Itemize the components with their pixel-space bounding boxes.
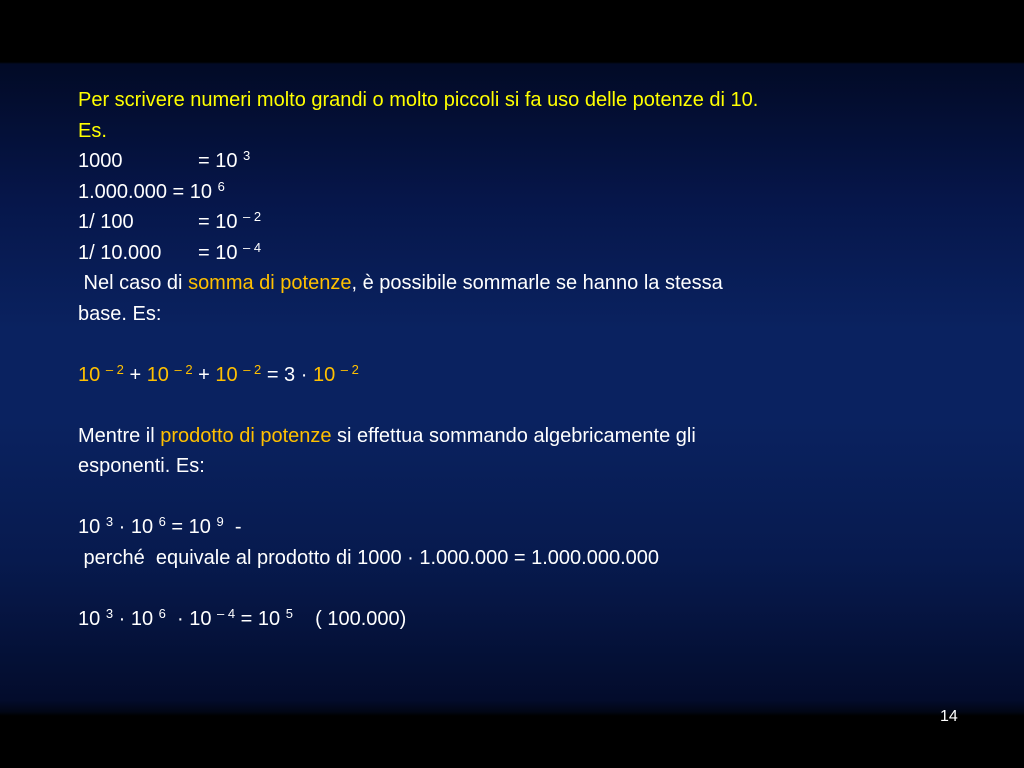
blank-line (78, 482, 978, 513)
example-right: = 10 (198, 150, 244, 172)
blank-line (78, 390, 978, 421)
sum-term: 10 (78, 363, 106, 386)
sum-term: 10 (146, 363, 175, 386)
blank-line (78, 329, 978, 360)
slide-content (78, 85, 978, 634)
product-highlight: prodotto di potenze (160, 424, 332, 447)
example-row-4 (78, 238, 978, 269)
product-post: si effettua sommando algebricamente gli (331, 424, 696, 447)
term: · 10 (113, 607, 159, 630)
term: 10 (78, 607, 106, 630)
product-formula-2 (78, 604, 978, 635)
example-row-2 (78, 177, 978, 208)
plus-sign: + (192, 363, 216, 386)
example-exponent: – 4 (243, 239, 262, 255)
equals-part: = 3 · (261, 363, 313, 386)
sum-exponent: – 2 (243, 361, 262, 377)
sum-pre: Nel caso di (78, 272, 189, 294)
example-right: = 10 (198, 211, 244, 233)
product-intro-line (78, 421, 978, 452)
term: = 10 (165, 516, 217, 538)
exponent: 6 (158, 605, 166, 621)
example-exponent: 6 (217, 178, 225, 194)
sum-intro-line (78, 268, 978, 299)
exponent: 6 (158, 514, 166, 529)
term: 10 (78, 516, 106, 538)
sum-exponent: – 2 (340, 361, 359, 377)
example-right: = 10 (166, 180, 218, 203)
sum-post: , è possibile sommarle se hanno la stessa (351, 272, 723, 294)
example-left: 1000 (78, 150, 123, 172)
term: · 10 (113, 516, 159, 538)
sum-term: 10 (215, 363, 244, 386)
intro-line-2: Es. (78, 119, 107, 142)
exponent: 3 (105, 514, 114, 529)
dash: - (223, 516, 242, 538)
example-left: 1/ 100 (78, 211, 134, 233)
example-row-1 (78, 146, 978, 177)
exponent: – 4 (217, 605, 236, 621)
sum-term: 10 (312, 363, 341, 386)
example-row-3 (78, 207, 978, 238)
sum-formula (78, 360, 978, 391)
page-number: 14 (940, 708, 958, 725)
exponent: 3 (105, 605, 114, 621)
product-formula-1 (78, 512, 978, 543)
plus-sign: + (123, 363, 147, 386)
result-note: ( 100.000) (292, 607, 407, 630)
sum-highlight: somma di potenze (188, 272, 352, 294)
sum-exponent: – 2 (105, 361, 124, 377)
sum-exponent: – 2 (174, 361, 193, 377)
term: = 10 (235, 607, 286, 630)
exponent: 5 (285, 605, 293, 621)
product-explanation: perché equivale al prodotto di 1000 · 1.000.000 = 1.000.000.000 (78, 546, 660, 569)
example-left: 1/ 10.000 (78, 241, 162, 264)
example-left: 1.000.000 (78, 180, 167, 203)
example-exponent: 3 (243, 148, 251, 163)
product-pre: Mentre il (78, 424, 161, 447)
intro-line-1: Per scrivere numeri molto grandi o molto piccoli si fa uso delle potenze di 10. (78, 89, 759, 111)
blank-line (78, 573, 978, 604)
sum-intro-line-2: base. Es: (78, 302, 162, 325)
example-right: = 10 (198, 241, 244, 264)
exponent: 9 (216, 514, 224, 529)
term: · 10 (165, 607, 217, 630)
example-exponent: – 2 (243, 209, 262, 224)
product-intro-line-2: esponenti. Es: (78, 455, 205, 477)
